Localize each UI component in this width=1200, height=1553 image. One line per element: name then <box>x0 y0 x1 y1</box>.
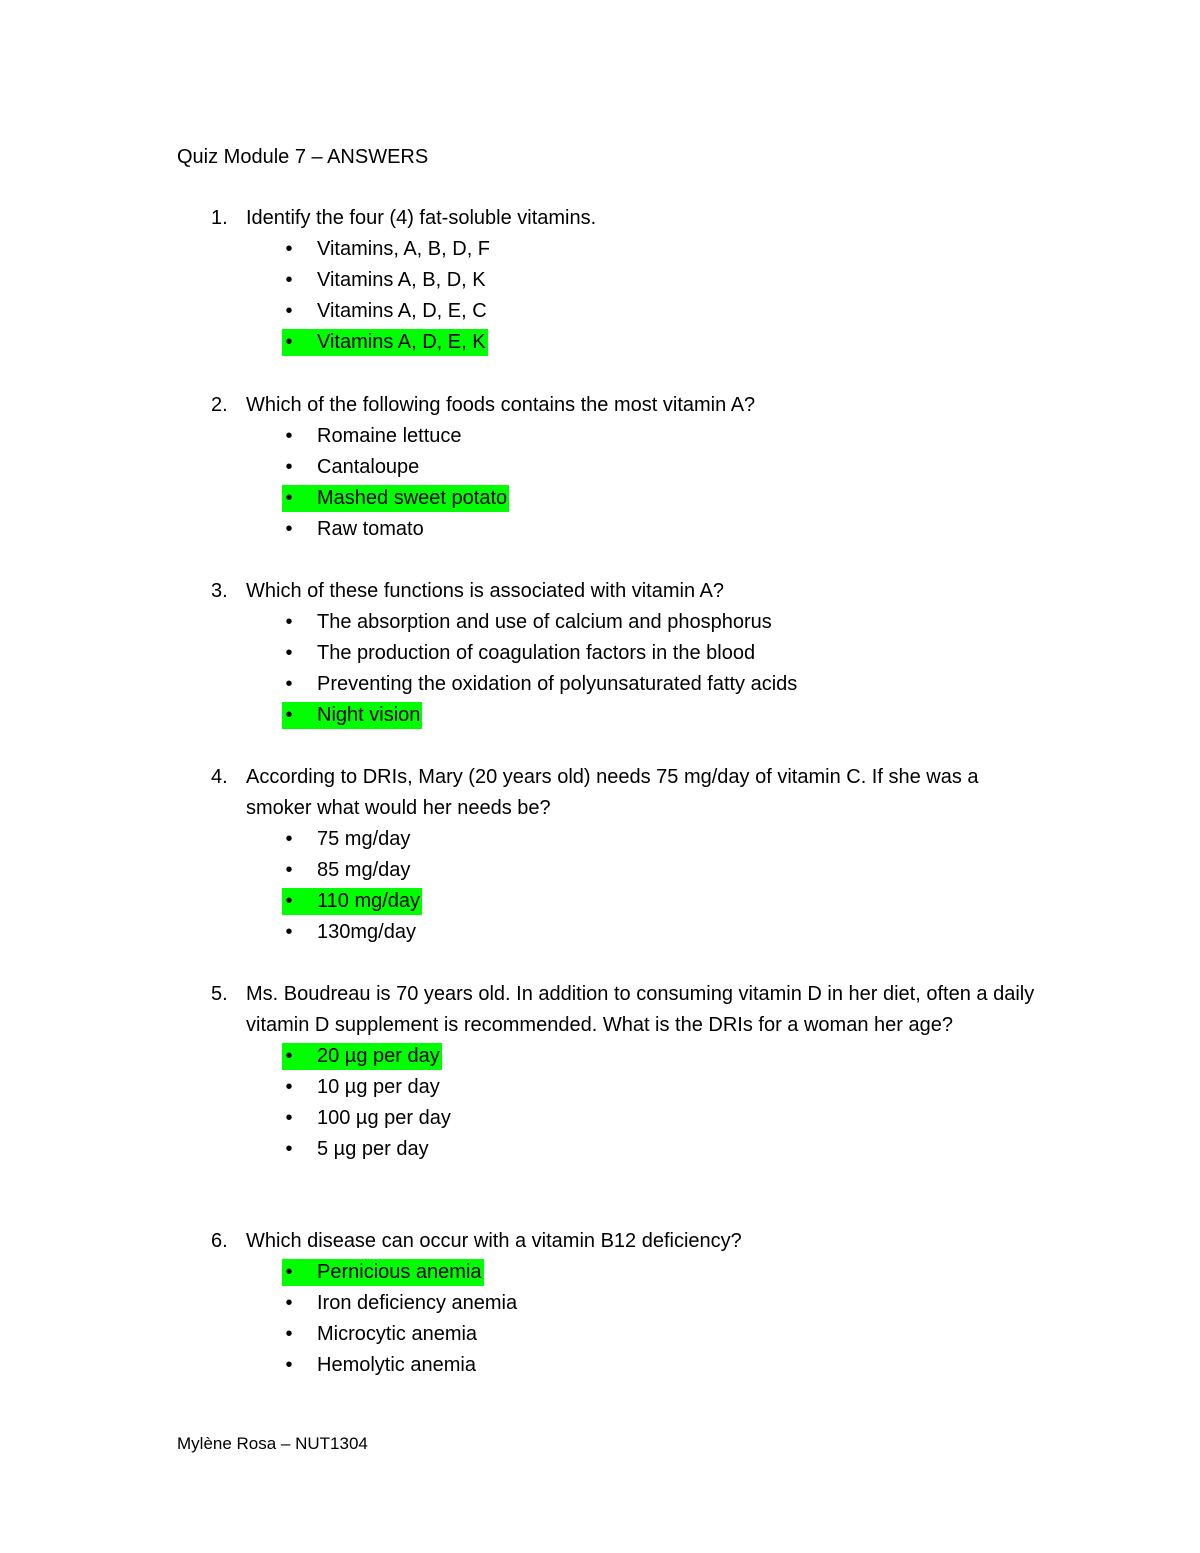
answer-option <box>211 1134 1041 1165</box>
question-text <box>211 576 1041 607</box>
answer-option-label: Romaine lettuce <box>317 425 462 447</box>
bullet-icon: • <box>285 859 293 881</box>
answer-option <box>211 669 1041 700</box>
bullet-icon: • <box>285 921 293 943</box>
answer-option-label: The absorption and use of calcium and phosphorus <box>317 611 772 633</box>
bullet-icon: • <box>285 331 293 353</box>
answer-option-label: Preventing the oxidation of polyunsaturated fatty acids <box>317 673 798 695</box>
question-2 <box>211 390 1041 545</box>
question-number: 4. <box>211 766 228 788</box>
question-4 <box>211 762 1041 948</box>
answer-option-label: Pernicious anemia <box>317 1261 482 1283</box>
answer-option-label: 110 mg/day <box>317 890 421 912</box>
answer-option-label: Vitamins A, D, E, C <box>317 300 487 322</box>
answer-option <box>211 1072 1041 1103</box>
question-prompt: Which of the following foods contains the most vitamin A? <box>246 394 756 416</box>
bullet-icon: • <box>285 1323 293 1345</box>
correct-answer-option <box>211 1041 1041 1072</box>
answer-option-label: Night vision <box>317 704 421 726</box>
bullet-icon: • <box>285 425 293 447</box>
bullet-icon: • <box>285 1354 293 1376</box>
question-prompt: Ms. Boudreau is 70 years old. In addition to consuming vitamin D in her diet, often a daily vitamin D supplement is recommended. What is the DRIs for a woman her age? <box>246 983 1035 1036</box>
question-prompt: According to DRIs, Mary (20 years old) needs 75 mg/day of vitamin C. If she was a smoker what would her needs be? <box>246 766 979 819</box>
bullet-icon: • <box>285 269 293 291</box>
answer-option <box>211 514 1041 545</box>
answer-option <box>211 1319 1041 1350</box>
correct-answer-option <box>211 1257 1041 1288</box>
question-6 <box>211 1226 1041 1381</box>
bullet-icon: • <box>285 828 293 850</box>
question-number: 6. <box>211 1230 228 1252</box>
answer-option-label: 10 µg per day <box>317 1076 440 1098</box>
answer-option-label: 130mg/day <box>317 921 416 943</box>
bullet-icon: • <box>285 456 293 478</box>
answer-option-label: Iron deficiency anemia <box>317 1292 518 1314</box>
question-number: 3. <box>211 580 228 602</box>
correct-answer-option <box>211 886 1041 917</box>
question-text <box>211 979 1041 1041</box>
answer-option-label: Microcytic anemia <box>317 1323 478 1345</box>
answer-option-label: Mashed sweet potato <box>317 487 508 509</box>
answer-options <box>211 234 1041 358</box>
answer-option-label: 100 µg per day <box>317 1107 451 1129</box>
question-text <box>211 203 1041 234</box>
bullet-icon: • <box>285 238 293 260</box>
answer-option <box>211 607 1041 638</box>
answer-option <box>211 1103 1041 1134</box>
bullet-icon: • <box>285 300 293 322</box>
question-5 <box>211 979 1041 1165</box>
bullet-icon: • <box>285 1045 293 1067</box>
question-number: 2. <box>211 394 228 416</box>
answer-option <box>211 234 1041 265</box>
bullet-icon: • <box>285 487 293 509</box>
question-number: 5. <box>211 983 228 1005</box>
answer-option <box>211 1350 1041 1381</box>
bullet-icon: • <box>285 890 293 912</box>
answer-option-label: The production of coagulation factors in the blood <box>317 642 756 664</box>
bullet-icon: • <box>285 1292 293 1314</box>
answer-option-label: Cantaloupe <box>317 456 420 478</box>
page-title: Quiz Module 7 – ANSWERS <box>177 146 429 168</box>
bullet-icon: • <box>285 1107 293 1129</box>
question-text <box>211 1226 1041 1257</box>
answer-option <box>211 452 1041 483</box>
question-1 <box>211 203 1041 358</box>
answer-options <box>211 1257 1041 1381</box>
answer-option <box>211 638 1041 669</box>
answer-option <box>211 296 1041 327</box>
question-prompt: Which disease can occur with a vitamin B12 deficiency? <box>246 1230 742 1252</box>
answer-options <box>211 824 1041 948</box>
answer-option-label: 85 mg/day <box>317 859 411 881</box>
question-text <box>211 390 1041 421</box>
bullet-icon: • <box>285 673 293 695</box>
answer-option-label: Raw tomato <box>317 518 424 540</box>
answer-options <box>211 1041 1041 1165</box>
answer-option-label: Vitamins, A, B, D, F <box>317 238 491 260</box>
answer-option-label: 75 mg/day <box>317 828 411 850</box>
bullet-icon: • <box>285 518 293 540</box>
bullet-icon: • <box>285 1261 293 1283</box>
answer-option <box>211 265 1041 296</box>
bullet-icon: • <box>285 704 293 726</box>
bullet-icon: • <box>285 642 293 664</box>
correct-answer-option <box>211 483 1041 514</box>
answer-option-label: Vitamins A, D, E, K <box>317 331 486 353</box>
question-3 <box>211 576 1041 731</box>
bullet-icon: • <box>285 1076 293 1098</box>
answer-option-label: 5 µg per day <box>317 1138 429 1160</box>
question-prompt: Identify the four (4) fat-soluble vitamins. <box>246 207 597 229</box>
page-footer: Mylène Rosa – NUT1304 <box>177 1434 368 1453</box>
bullet-icon: • <box>285 611 293 633</box>
question-number: 1. <box>211 207 228 229</box>
answer-option-label: Hemolytic anemia <box>317 1354 476 1376</box>
answer-option <box>211 824 1041 855</box>
answer-option-label: Vitamins A, B, D, K <box>317 269 486 291</box>
answer-option <box>211 855 1041 886</box>
question-text <box>211 762 1041 824</box>
answer-option <box>211 421 1041 452</box>
correct-answer-option <box>211 327 1041 358</box>
answer-option-label: 20 µg per day <box>317 1045 440 1067</box>
answer-options <box>211 607 1041 731</box>
correct-answer-option <box>211 700 1041 731</box>
bullet-icon: • <box>285 1138 293 1160</box>
answer-option <box>211 917 1041 948</box>
answer-options <box>211 421 1041 545</box>
question-prompt: Which of these functions is associated with vitamin A? <box>246 580 725 602</box>
answer-option <box>211 1288 1041 1319</box>
